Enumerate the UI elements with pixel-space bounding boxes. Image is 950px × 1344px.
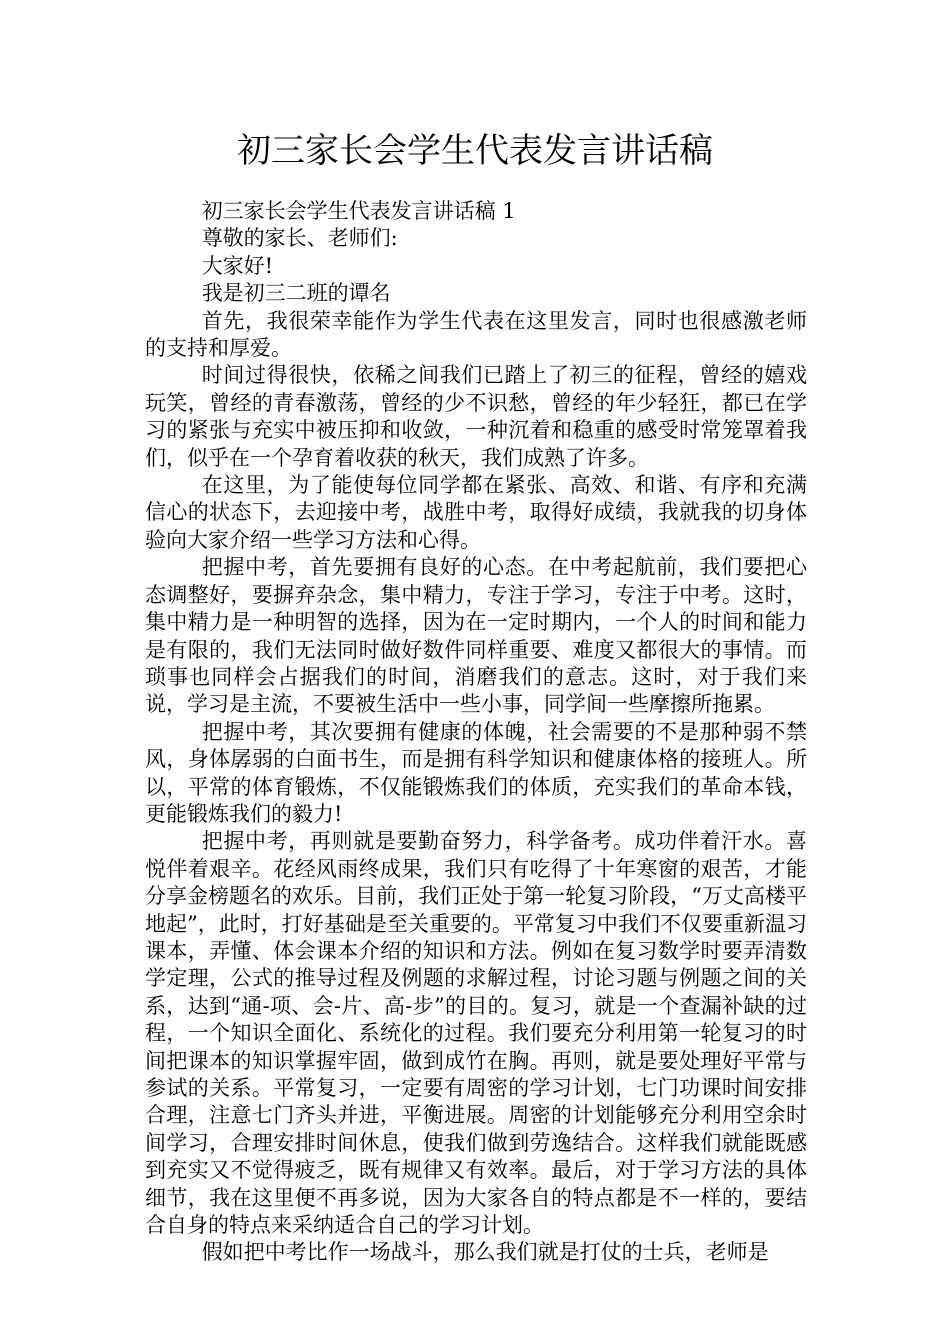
paragraph: 假如把中考比作一场战斗，那么我们就是打仗的士兵，老师是 <box>201 1240 769 1265</box>
document-body <box>145 198 807 1267</box>
paragraph: 把握中考，再则就是要勤奋努力，科学备考。成功伴着汗水。喜悦伴着艰辛。花经风雨终成果，我们只有吃得了十年寒窗的艰苦，才能分享金榜题名的欢乐。目前，我们正处于第一轮复习阶段，“万丈高楼平地起”，此时，打好基础是至关重要的。平常复习中我们不仅要重新温习课本，弄懂、体会课本介绍的知识和方法。例如在复习数学时要弄清数学定理，公式的推导过程及例题的求解过程，讨论习题与例题之间的关系，达到“通-项、会-片、高-步”的目的。复习，就是一个查漏补缺的过程，一个知识全面化、系统化的过程。我们要充分利用第一轮复习的时间把课本的知识掌握牢固，做到成竹在胸。再则，就是要处理好平常与参试的关系。平常复习，一定要有周密的学习计划，七门功课时间安排合理，注意七门齐头并进，平衡进展。周密的计划能够充分利用空余时间学习，合理安排时间休息，使我们做到劳逸结合。这样我们就能既感到充实又不觉得疲乏，既有规律又有效率。最后，对于学习方法的具体细节，我在这里便不再多说，因为大家各自的特点都是不一样的，要结合自身的特点来采纳适合自己的学习计划。 <box>145 829 807 1238</box>
paragraph: 在这里，为了能使每位同学都在紧张、高效、和谐、有序和充满信心的状态下，去迎接中考，战胜中考，取得好成绩，我就我的切身体验向大家介绍一些学习方法和心得。 <box>145 473 807 552</box>
document-title: 初三家长会学生代表发言讲话稿 <box>237 131 713 171</box>
paragraph-self-intro: 我是初三二班的谭名 <box>201 281 391 306</box>
paragraph-greeting: 大家好! <box>201 253 274 278</box>
paragraph: 首先，我很荣幸能作为学生代表在这里发言，同时也很感激老师的支持和厚爱。 <box>145 308 807 361</box>
paragraph-salutation: 尊敬的家长、老师们: <box>201 226 398 251</box>
paragraph: 把握中考，其次要拥有健康的体魄，社会需要的不是那种弱不禁风，身体孱弱的白面书生，而是拥有科学知识和健康体格的接班人。所以，平常的体育锻炼，不仅能锻炼我们的体质，充实我们的革命本钱，更能锻炼我们的毅力! <box>145 719 807 826</box>
paragraph: 时间过得很快，依稀之间我们已踏上了初三的征程，曾经的嬉戏玩笑，曾经的青春激荡，曾经的少不识愁，曾经的年少轻狂，都已在学习的紧张与充实中被压抑和收敛，一种沉着和稳重的感受时常笼罩着我们，似乎在一个孕育着收获的秋天，我们成熟了许多。 <box>145 363 807 470</box>
paragraph: 把握中考，首先要拥有良好的心态。在中考起航前，我们要把心态调整好，要摒弃杂念，集中精力，专注于学习，专注于中考。这时，集中精力是一种明智的选择，因为在一定时期内，一个人的时间和能力是有限的，我们无法同时做好数件同样重要、难度又都很大的事情。而琐事也同样会占据我们的时间，消磨我们的意志。这时，对于我们来说，学习是主流，不要被生活中一些小事，同学间一些摩擦所拖累。 <box>145 555 807 717</box>
paragraph-subtitle: 初三家长会学生代表发言讲话稿 1 <box>201 199 516 223</box>
